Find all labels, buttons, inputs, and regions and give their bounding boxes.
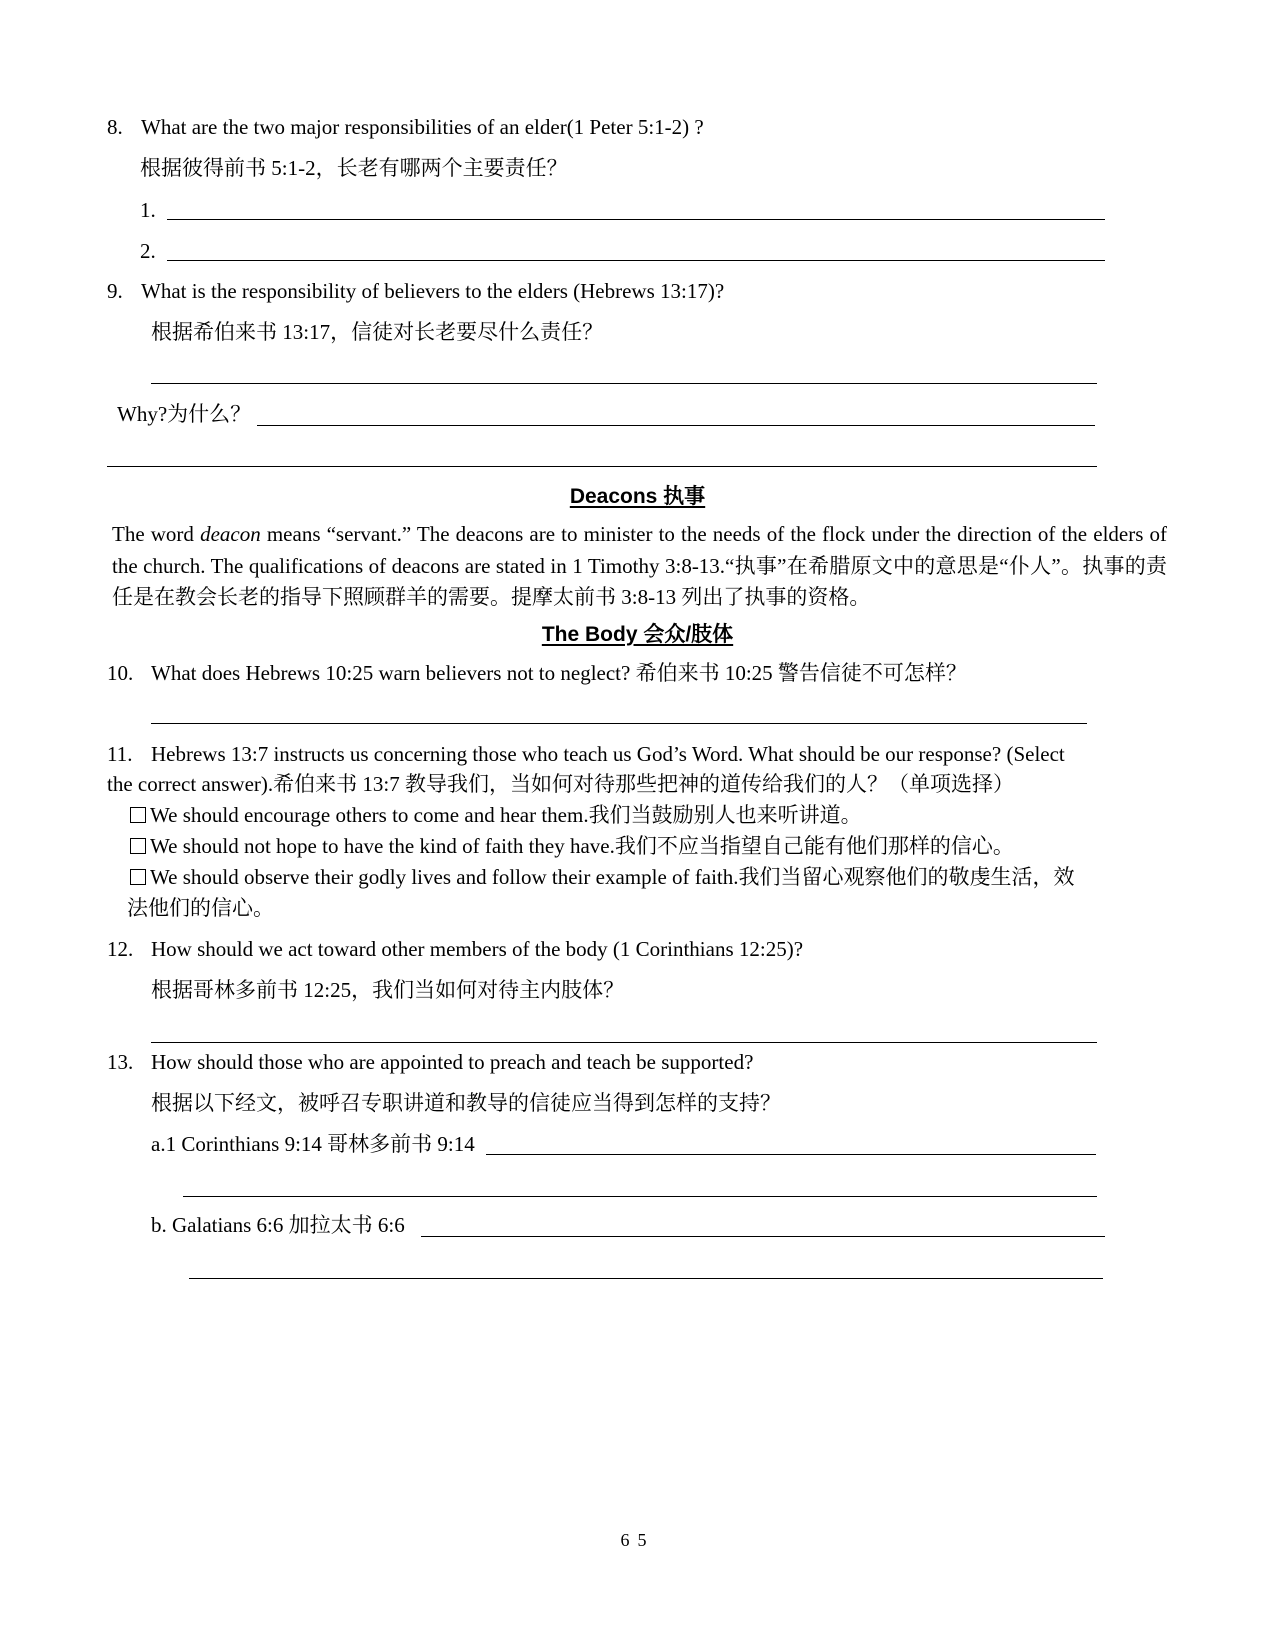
emphasis-word: deacon [200, 522, 261, 546]
question-number: 12. [107, 937, 134, 961]
answer-line-8-2[interactable] [167, 260, 1105, 261]
question-13-part-a: a.1 Corinthians 9:14 哥林多前书 9:14 [151, 1132, 475, 1156]
question-9-english: What is the responsibility of believers to the elders (Hebrews 13:17)? [141, 279, 725, 303]
question-9-chinese: 根据希伯来书 13:17，信徒对长老要尽什么责任？ [151, 320, 604, 344]
section-heading-deacons: Deacons 执事 [569, 485, 706, 508]
question-8 [107, 114, 704, 140]
option-1[interactable]: We should encourage others to come and hear them.我们当鼓励别人也来听讲道。 [130, 802, 862, 828]
answer-label-2: 2. [140, 239, 156, 263]
question-number: 9. [107, 279, 123, 303]
question-number: 10. [107, 661, 134, 685]
section-heading-body: The Body 会众/肢体 [541, 623, 734, 646]
question-13-english: How should those who are appointed to preach and teach be supported? [151, 1050, 754, 1074]
question-number: 11. [107, 742, 133, 766]
answer-line-9-why[interactable] [257, 425, 1095, 426]
answer-line-13a-2[interactable] [183, 1196, 1097, 1197]
answer-line-10[interactable] [151, 723, 1087, 724]
answer-line-13a[interactable] [486, 1154, 1096, 1155]
question-13-part-b: b. Galatians 6:6 加拉太书 6:6 [151, 1213, 405, 1237]
question-8-english: What are the two major responsibilities of an elder(1 Peter 5:1-2) ? [141, 115, 704, 139]
answer-line-12[interactable] [151, 1042, 1097, 1043]
question-11-line1: Hebrews 13:7 instructs us concerning those who teach us God’s Word. What should be our response? (Select [151, 742, 1065, 766]
question-10-text: What does Hebrews 10:25 warn believers not to neglect? 希伯来书 10:25 警告信徒不可怎样？ [151, 661, 967, 685]
answer-line-9[interactable] [151, 383, 1097, 384]
question-number: 13. [107, 1050, 134, 1074]
question-13-chinese: 根据以下经文，被呼召专职讲道和教导的信徒应当得到怎样的支持？ [151, 1091, 781, 1115]
option-2[interactable]: We should not hope to have the kind of faith they have.我们不应当指望自己能有他们那样的信心。 [130, 833, 1014, 859]
option-3-continuation: 法他们的信心。 [127, 896, 274, 920]
question-11 [107, 741, 1065, 767]
page-number: 65 [620, 1530, 655, 1550]
answer-line-8-1[interactable] [167, 219, 1105, 220]
question-12-english: How should we act toward other members of the body (1 Corinthians 12:25)? [151, 937, 804, 961]
answer-line-13b-2[interactable] [189, 1278, 1103, 1279]
why-label: Why?为什么？ [117, 402, 252, 426]
question-10 [107, 660, 967, 686]
checkbox[interactable] [130, 869, 146, 885]
question-number: 8. [107, 115, 123, 139]
question-13 [107, 1049, 753, 1075]
question-9 [107, 278, 724, 304]
checkbox[interactable] [130, 807, 146, 823]
answer-line-9-why-2[interactable] [107, 466, 1097, 467]
question-12-chinese: 根据哥林多前书 12:25，我们当如何对待主内肢体？ [151, 978, 625, 1002]
option-3[interactable]: We should observe their godly lives and follow their example of faith.我们当留心观察他们的敬虔生活，效 [130, 864, 1075, 890]
question-12 [107, 936, 803, 962]
question-11-line2: the correct answer).希伯来书 13:7 教导我们，当如何对待那些把神的道传给我们的人？（单项选择） [107, 772, 1014, 796]
answer-label-1: 1. [140, 198, 156, 222]
checkbox[interactable] [130, 838, 146, 854]
deacons-paragraph: The word deacon means “servant.” The deacons are to minister to the needs of the flock under the direction of the elders of the church. The qualifications of deacons are stated in 1 Timothy 3:8-13.“执事”在希腊原文中的意思是“仆人”。执事的责任是在教会长老的指导下照顾群羊的需要。提摩太前书 3:8-13 列出了执事的资格。 [112, 522, 1168, 609]
answer-line-13b[interactable] [421, 1236, 1105, 1237]
question-8-chinese: 根据彼得前书 5:1-2，长老有哪两个主要责任？ [140, 156, 568, 180]
